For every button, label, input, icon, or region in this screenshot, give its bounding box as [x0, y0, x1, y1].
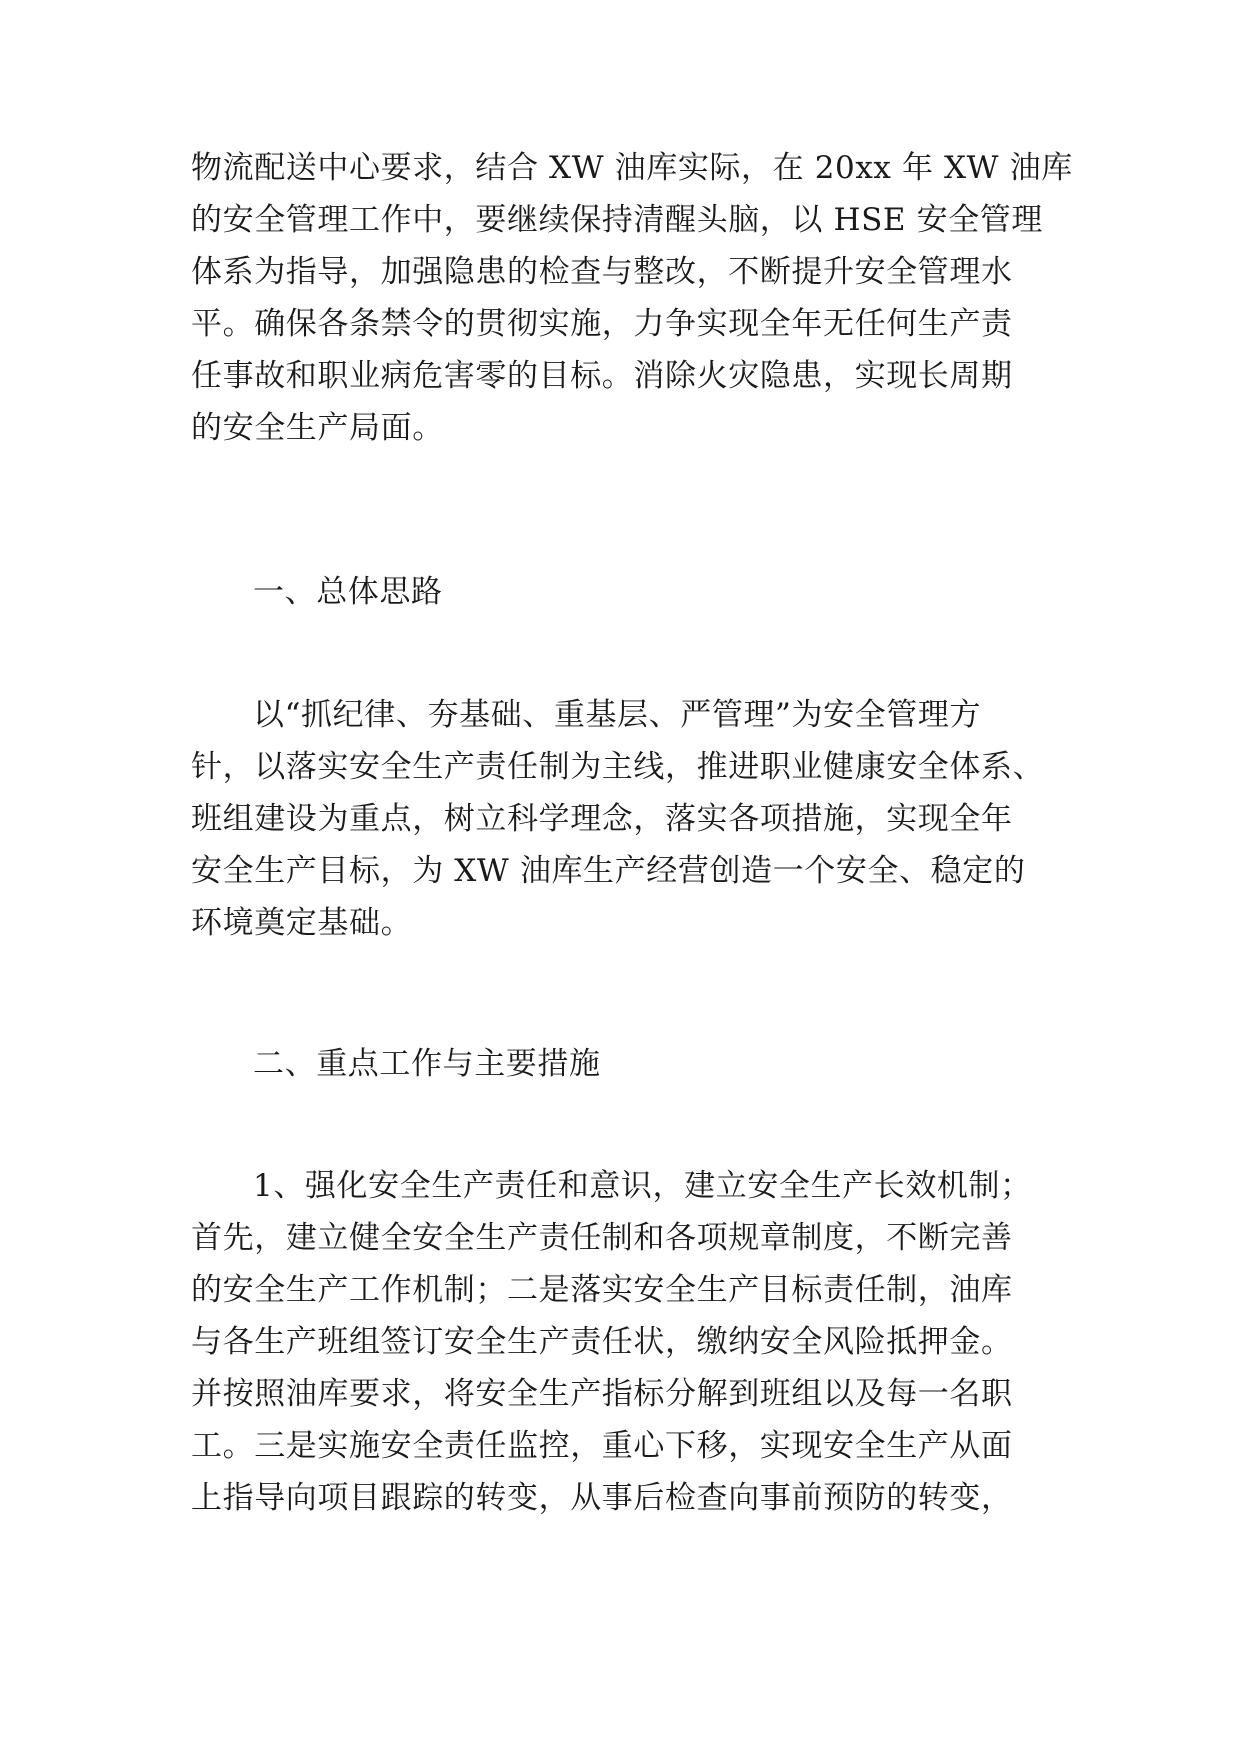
intro-line-5: 任事故和职业病危害零的目标。消除火灾隐患，实现长周期 [191, 358, 1013, 394]
section-heading-key-work: 二、重点工作与主要措施 [253, 1046, 601, 1082]
intro-line-3: 体系为指导，加强隐患的检查与整改，不断提升安全管理水 [191, 254, 1013, 290]
section-heading-overall-approach: 一、总体思路 [253, 574, 443, 610]
paragraph1-line-4: 安全生产目标，为 XW 油库生产经营创造一个安全、稳定的 [191, 853, 1026, 889]
paragraph1-line-5: 环境奠定基础。 [191, 905, 413, 941]
paragraph2-line-1: 1、强化安全生产责任和意识，建立安全生产长效机制； [253, 1168, 1032, 1204]
paragraph2-line-7: 上指导向项目跟踪的转变，从事后检查向事前预防的转变， [191, 1480, 1013, 1516]
intro-line-1: 物流配送中心要求，结合 XW 油库实际，在 20xx 年 XW 油库 [191, 150, 1073, 186]
paragraph1-line-2: 针，以落实安全生产责任制为主线，推进职业健康安全体系、 [191, 749, 1045, 785]
intro-line-6: 的安全生产局面。 [191, 410, 444, 446]
paragraph2-line-3: 的安全生产工作机制；二是落实安全生产目标责任制，油库 [191, 1272, 1013, 1308]
paragraph2-line-5: 并按照油库要求，将安全生产指标分解到班组以及每一名职 [191, 1376, 1013, 1412]
paragraph2-line-6: 工。三是实施安全责任监控，重心下移，实现安全生产从面 [191, 1428, 1013, 1464]
paragraph1-line-1: 以“抓纪律、夯基础、重基层、严管理”为安全管理方 [253, 697, 982, 733]
intro-line-4: 平。确保各条禁令的贯彻实施，力争实现全年无任何生产责 [191, 306, 1013, 342]
paragraph2-line-2: 首先，建立健全安全生产责任制和各项规章制度，不断完善 [191, 1220, 1013, 1256]
intro-line-2: 的安全管理工作中，要继续保持清醒头脑，以 HSE 安全管理 [191, 202, 1044, 238]
paragraph2-line-4: 与各生产班组签订安全生产责任状，缴纳安全风险抵押金。 [191, 1324, 1013, 1360]
paragraph1-line-3: 班组建设为重点，树立科学理念，落实各项措施，实现全年 [191, 801, 1013, 837]
